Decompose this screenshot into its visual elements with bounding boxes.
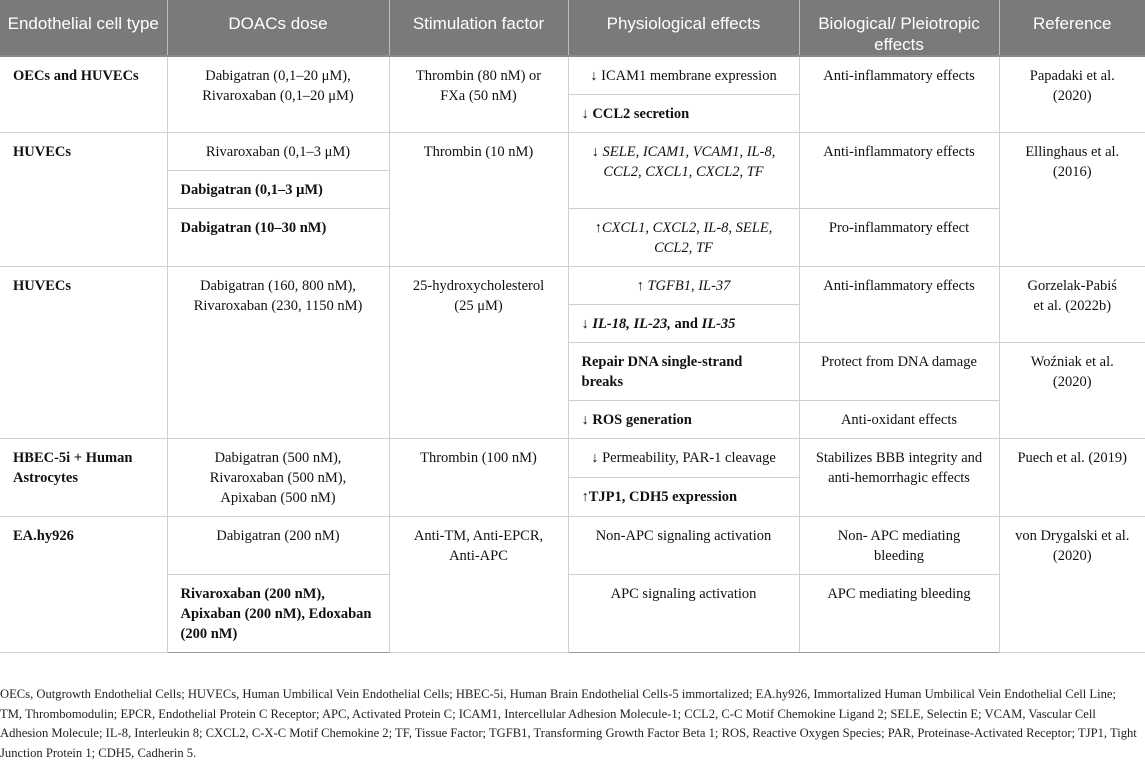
- stimulation-factor: Anti-TM, Anti-EPCR, Anti-APC: [389, 517, 568, 653]
- physiological-effect: ↓ ICAM1 membrane expression: [568, 56, 799, 95]
- doac-dose: Dabigatran (200 nM): [167, 517, 389, 575]
- physiological-effect: ↓ CCL2 secretion: [568, 95, 799, 133]
- reference: von Drygalski et al. (2020): [999, 517, 1145, 653]
- row-group-huvecs-thrombin: [0, 133, 1145, 267]
- reference: Puech et al. (2019): [999, 439, 1145, 517]
- physiological-effect: ↓ Permeability, PAR-1 cleavage: [568, 439, 799, 478]
- table-row: [0, 517, 1145, 575]
- row-group-hbec: [0, 439, 1145, 517]
- cell-type: OECs and HUVECs: [0, 56, 167, 133]
- physiological-effect: APC signaling activation: [568, 575, 799, 653]
- header-stimulation-factor: Stimulation factor: [389, 0, 568, 56]
- stimulation-factor: Thrombin (80 nM) or FXa (50 nM): [389, 56, 568, 133]
- header-physiological-effects: Physiological effects: [568, 0, 799, 56]
- stimulation-factor: Thrombin (100 nM): [389, 439, 568, 517]
- physiological-effect: ↑ TGFB1, IL-37: [568, 267, 799, 305]
- cell-type: HUVECs: [0, 267, 167, 439]
- biological-effect: Stabilizes BBB integrity and anti-hemorrhagic effects: [799, 439, 999, 517]
- header-biological-effects: Biological/ Pleiotropic effects: [799, 0, 999, 56]
- reference: Papadaki et al. (2020): [999, 56, 1145, 133]
- cell-type: HBEC-5i + Human Astrocytes: [0, 439, 167, 517]
- physiological-effect: ↓ IL-18, IL-23, and IL-35: [568, 305, 799, 343]
- physiological-effect: Non-APC signaling activation: [568, 517, 799, 575]
- table-row: [0, 267, 1145, 305]
- cell-type: HUVECs: [0, 133, 167, 267]
- stimulation-factor: 25-hydroxycholesterol (25 μM): [389, 267, 568, 439]
- table-row: [0, 56, 1145, 95]
- reference: Gorzelak-Pabiś et al. (2022b): [999, 267, 1145, 343]
- header-cell-type: Endothelial cell type: [0, 0, 167, 56]
- table-header-row: [0, 0, 1145, 56]
- biological-effect: Non- APC mediating bleeding: [799, 517, 999, 575]
- doac-dose: Dabigatran (0,1–20 μM), Rivaroxaban (0,1–20 μM): [167, 56, 389, 133]
- doac-dose: Dabigatran (500 nM), Rivaroxaban (500 nM), Apixaban (500 nM): [167, 439, 389, 517]
- table-row: [0, 575, 1145, 653]
- table-row: [0, 439, 1145, 478]
- doac-dose: Rivaroxaban (200 nM), Apixaban (200 nM), Edoxaban (200 nM): [167, 575, 389, 653]
- physiological-effect: ↑CXCL1, CXCL2, IL-8, SELE, CCL2, TF: [568, 209, 799, 267]
- biological-effect: Anti-inflammatory effects: [799, 56, 999, 133]
- table-row: [0, 209, 1145, 267]
- physiological-effect: ↓ ROS generation: [568, 401, 799, 439]
- row-group-huvecs-hydroxycholesterol: [0, 267, 1145, 439]
- biological-effect: Protect from DNA damage: [799, 343, 999, 401]
- biological-effect: APC mediating bleeding: [799, 575, 999, 653]
- row-group-oecs-huvecs: [0, 56, 1145, 133]
- biological-effect: Anti-inflammatory effects: [799, 267, 999, 343]
- physiological-effect: ↓ SELE, ICAM1, VCAM1, IL-8, CCL2, CXCL1, CXCL2, TF: [568, 133, 799, 209]
- doac-dose: Dabigatran (160, 800 nM), Rivaroxaban (230, 1150 nM): [167, 267, 389, 439]
- header-reference: Reference: [999, 0, 1145, 56]
- cell-type: EA.hy926: [0, 517, 167, 653]
- biological-effect: Anti-inflammatory effects: [799, 133, 999, 209]
- table-footnote: OECs, Outgrowth Endothelial Cells; HUVECs, Human Umbilical Vein Endothelial Cells; HBEC-5i, Human Brain Endothelial Cells-5 immortalized; EA.hy926, Immortalized Human Umbilical Vein Endothelial Cell Line; TM, Thrombomodulin; EPCR, Endothelial Protein C Receptor; APC, Activated Protein C; ICAM1, Intercellular Adhesion Molecule-1; CCL2, C-C Motif Chemokine Ligand 2; SELE, Selectin E; VCAM, Vascular Cell Adhesion Molecule; IL-8, Interleukin 8; CXCL2, C-X-C Motif Chemokine 2; TF, Tissue Factor; TGFB1, Transforming Growth Factor Beta 1; ROS, Reactive Oxygen Species; PAR, Proteinase-Activated Receptor; TJP1, Tight Junction Protein 1; CDH5, Cadherin 5.: [0, 687, 1137, 760]
- reference: Woźniak et al. (2020): [999, 343, 1145, 439]
- physiological-effect: Repair DNA single-strand breaks: [568, 343, 799, 401]
- header-doacs-dose: DOACs dose: [167, 0, 389, 56]
- biological-effect: Pro-inflammatory effect: [799, 209, 999, 267]
- physiological-effect: ↑TJP1, CDH5 expression: [568, 478, 799, 517]
- row-group-eahy926: [0, 517, 1145, 653]
- doac-dose: Dabigatran (10–30 nM): [167, 209, 389, 267]
- stimulation-factor: Thrombin (10 nM): [389, 133, 568, 267]
- doac-dose: Rivaroxaban (0,1–3 μM): [167, 133, 389, 171]
- biological-effect: Anti-oxidant effects: [799, 401, 999, 439]
- doac-dose: Dabigatran (0,1–3 μM): [167, 171, 389, 209]
- reference: Ellinghaus et al. (2016): [999, 133, 1145, 267]
- table-row: [0, 133, 1145, 171]
